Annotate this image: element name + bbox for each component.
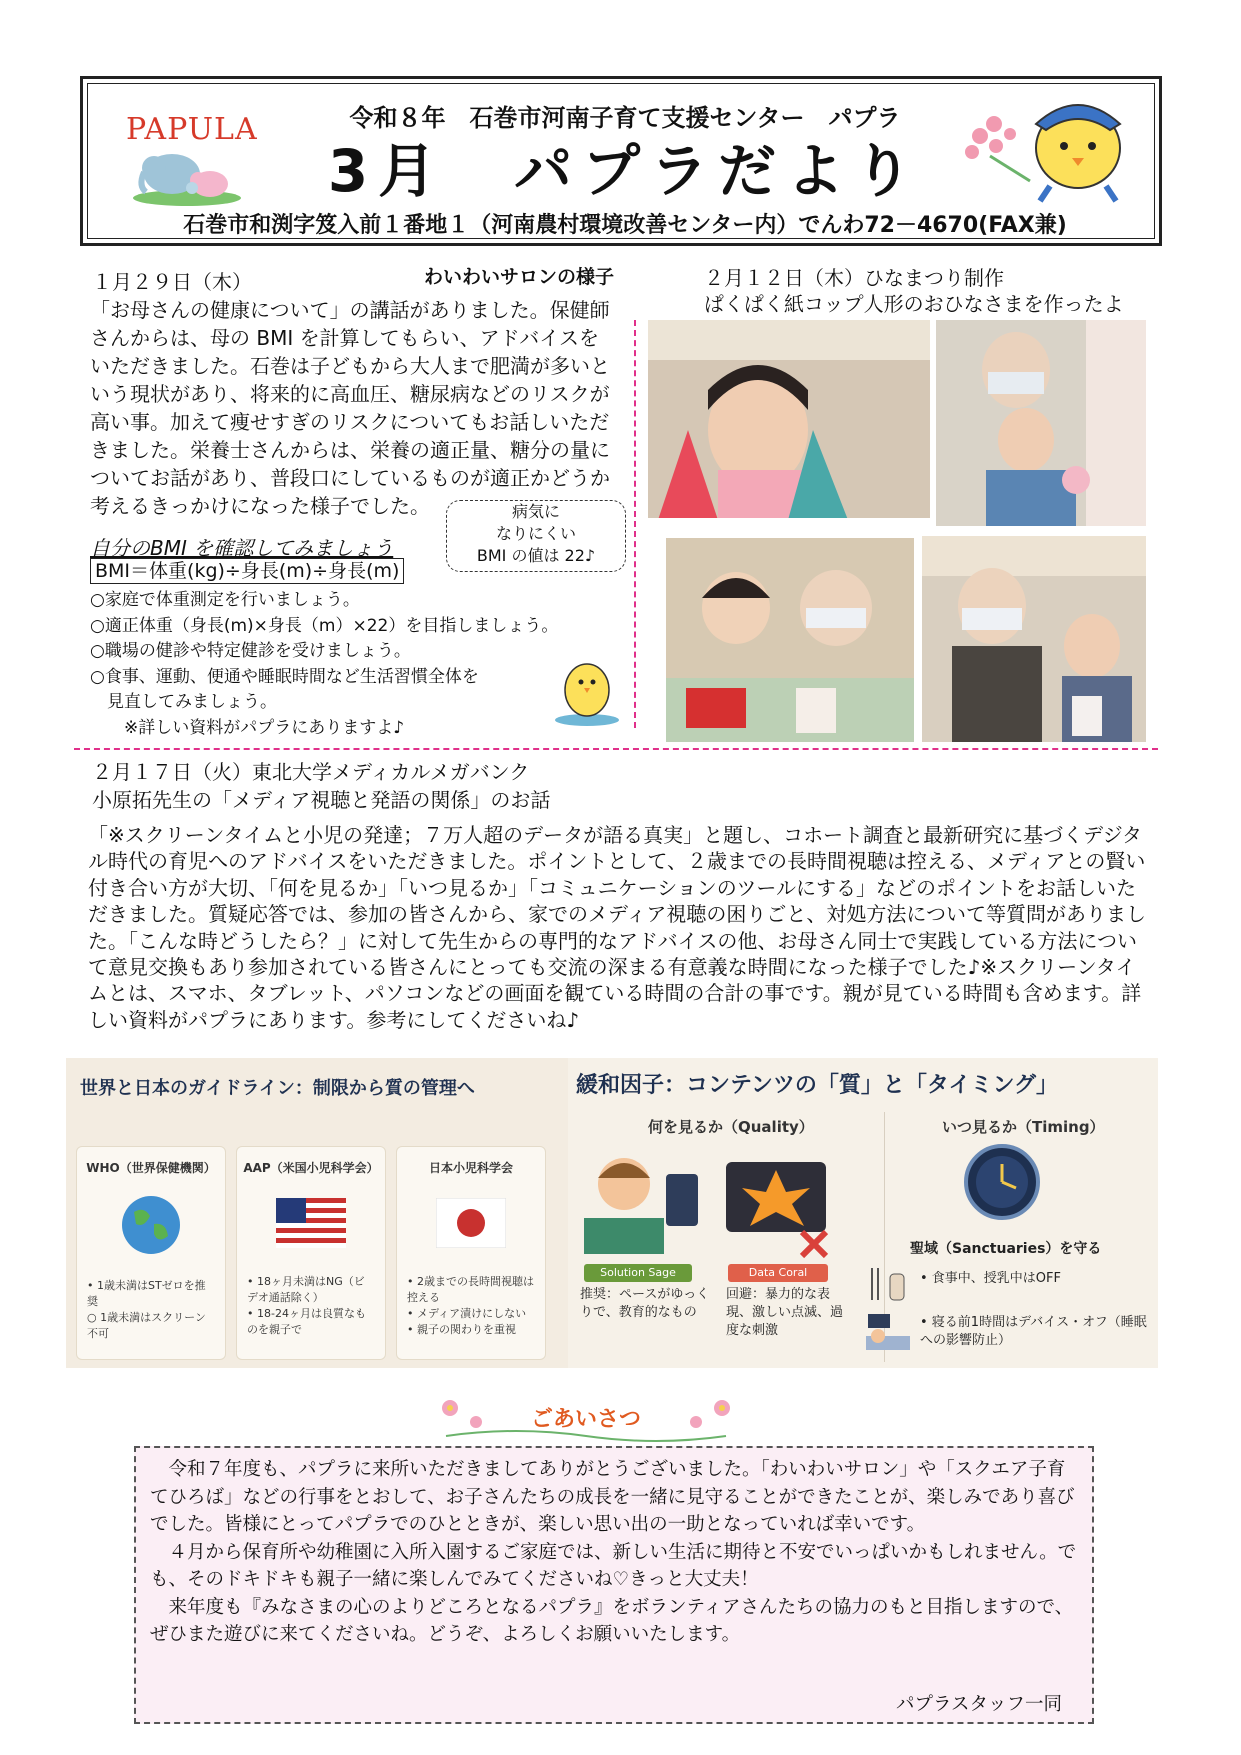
center-address: 石巻市和渕字笈入前１番地１（河南農村環境改善センター内）でんわ72－4670(FAX兼) <box>183 213 1067 238</box>
tip-item: ○家庭で体重測定を行いましょう。 <box>90 590 360 610</box>
child-reading-book-icon <box>574 1144 702 1262</box>
screen-time-infographic <box>66 1058 1158 1368</box>
bmi-tips <box>90 588 558 741</box>
bmi-speech-bubble <box>446 500 626 572</box>
factors-title: 緩和因子：コンテンツの「質」と「タイミング」 <box>576 1073 1059 1098</box>
card-item: • 18ヶ月未満はNG（ビデオ通話除く） <box>247 1275 365 1304</box>
card-name: AAP（米国小児科学会） <box>243 1161 379 1175</box>
tip-item: 見直してみましょう。 <box>90 692 277 712</box>
photo-toddler-crafting <box>666 538 914 742</box>
tip-item: ○適正体重（身長(m)×身長（m）×22）を目指しましょう。 <box>90 615 559 636</box>
chick-with-flowers-icon <box>950 86 1150 206</box>
data-coral-tag: Data Coral <box>728 1264 828 1282</box>
greeting-paragraph: 来年度も『みなさまの心のよりどころとなるパプラ』をボランティアさんたちの協力のもと目指しますので、ぜひまた遊びに来てくださいね。どうぞ、よろしくお願いいたします。 <box>150 1596 1074 1645</box>
bmi-heading: 自分のBMI を確認してみましょう <box>90 536 394 560</box>
media-speaker: 小原拓先生の「メディア視聴と発語の関係」のお話 <box>92 788 551 812</box>
greeting-signature: パプラスタッフ一同 <box>896 1694 1062 1715</box>
papula-logo-text: PAPULA <box>126 112 258 147</box>
card-name: 日本小児科学会 <box>428 1161 513 1175</box>
who-card <box>76 1146 226 1360</box>
section-divider <box>74 748 1158 750</box>
greeting-paragraph: 令和７年度も、パプラに来所いただきましてありがとうございました。「わいわいサロン」や「スクエア子育てひろば」などの行事をとおして、お子さんたちの成長を一緒に見守ることができたことが、楽しみであり喜びでした。皆様にとってパプラでのひとときが、楽しい思い出の一助となっていれば幸いです。 <box>150 1459 1075 1535</box>
newsletter-subtitle: 令和８年 石巻市河南子育て支援センター パプラ <box>349 104 901 132</box>
card-item: • メディア漬けにしない <box>407 1307 527 1320</box>
solution-sage-tag: Solution Sage <box>584 1264 692 1282</box>
salon-body: 「お母さんの健康について」の講話がありました。保健師さんからは、母の BMI を計算してもらい、アドバイスをいただきました。石巻は子どもから大人まで肥満が多いという現状があり、将来的に高血圧、糖尿病などのリスクが高い事。加えて痩せすぎのリスクについてもお話しいただきました。栄養士さんからは、栄養の適正量、糖分の量についてお話があり、普段口にしているものが適正かどうか考えるきっかけになった様子でした。 <box>90 298 610 518</box>
bmi-formula: BMI＝体重(kg)÷身長(m)÷身長(m) <box>90 558 404 584</box>
chick-reading-icon <box>552 648 622 728</box>
sage-recommendation: 推奨：ペースがゆっくりで、教育的なもの <box>580 1287 710 1320</box>
bubble-line: なりにくい <box>495 524 576 543</box>
photo-boy-making-doll <box>922 536 1146 742</box>
photo-girl-with-dolls <box>648 320 930 518</box>
bubble-line: 病気に <box>511 502 560 521</box>
sanctuary-heading: 聖域（Sanctuaries）を守る <box>910 1241 1102 1257</box>
guideline-title: 世界と日本のガイドライン：制限から質の管理へ <box>80 1078 475 1099</box>
greeting-box <box>134 1446 1094 1724</box>
coral-avoid: 回避：暴力的な表現、激しい点滅、過度な刺激 <box>726 1287 844 1338</box>
card-item: • 1歳未満はSTゼロを推奨 <box>87 1279 206 1308</box>
sanctuary-item: • 寝る前1時間はデバイス・オフ（睡眠への影響防止） <box>920 1315 1147 1348</box>
sanctuary-item: • 食事中、授乳中はOFF <box>920 1271 1061 1286</box>
greeting-title: ごあいさつ <box>530 1407 641 1432</box>
card-item: ○ 1歳未満はスクリーン不可 <box>87 1311 206 1340</box>
section-divider <box>634 320 636 728</box>
greeting-title-banner <box>436 1392 736 1444</box>
jps-card <box>396 1146 546 1360</box>
moderating-factors-panel <box>568 1058 1158 1368</box>
greeting-body <box>150 1456 1080 1649</box>
hina-description: ぱくぱく紙コップ人形のおひなさまを作ったよ <box>704 292 1124 316</box>
greeting-paragraph: ４月から保育所や幼稚園に入所入園するご家庭では、新しい生活に期待と不安でいっぱいかもしれません。でも、そのドキドキも親子一緒に楽しんでみてくださいね♡きっと大丈夫！ <box>150 1541 1077 1590</box>
card-item: • 18-24ヶ月は良質なものを親子で <box>247 1307 366 1336</box>
salon-heading: わいわいサロンの様子 <box>424 266 615 288</box>
hina-date: ２月１２日（木）ひなまつり制作 <box>704 266 1004 290</box>
salon-date: １月２９日（木） <box>92 270 252 294</box>
aap-card <box>236 1146 386 1360</box>
card-item: • 親子の関わりを重視 <box>407 1323 516 1336</box>
bubble-line: BMI の値は 22♪ <box>476 546 596 565</box>
card-name: WHO（世界保健機関） <box>86 1161 216 1175</box>
photo-boy-with-mother <box>936 320 1146 526</box>
japan-flag-icon <box>436 1198 506 1248</box>
card-item: • 2歳までの長時間視聴は控える <box>407 1275 534 1304</box>
us-flag-icon <box>276 1198 346 1248</box>
violent-content-icon <box>716 1142 836 1262</box>
timing-label: いつ見るか（Timing） <box>942 1118 1105 1136</box>
tip-item: ○職場の健診や特定健診を受けましょう。 <box>90 641 411 661</box>
utensils-bottle-icon <box>866 1264 912 1304</box>
clock-icon <box>962 1142 1042 1222</box>
quality-label: 何を見るか（Quality） <box>648 1118 814 1136</box>
newsletter-title: 3月 パプラだより <box>327 137 923 205</box>
media-date: ２月１７日（火）東北大学メディカルメガバンク <box>92 760 530 784</box>
tip-item: ※詳しい資料がパプラにありますよ♪ <box>90 717 405 738</box>
globe-icon <box>120 1194 182 1256</box>
sleeping-child-icon <box>864 1310 912 1354</box>
newsletter-header <box>80 76 1162 246</box>
tip-item: ○食事、運動、便通や睡眠時間など生活習慣全体を <box>90 666 479 687</box>
media-body: 「※スクリーンタイムと小児の発達；７万人超のデータが語る真実」と題し、コホート調査と最新研究に基づくデジタル時代の育児へのアドバイスをいただきました。ポイントとして、２歳までの長時間視聴は控える、メディアとの賢い付き合い方が大切、「何を見るか」「いつ見るか」「コミュニケーションのツールにする」などのポイントをお話しいただきました。質疑応答では、参加の皆さんから、家でのメディア視聴の困りごと、対処方法について等質問がありました。「こんな時どうしたら？」に対して先生からの専門的なアドバイスの他、お母さん同士で実践している方法について意見交換もあり参加されている皆さんにとっても交流の深まる有意義な時間になった様子でした♪※スクリーンタイムとは、スマホ、タブレット、パソコンなどの画面を観ている時間の合計の事です。親が見ている時間も含めます。詳しい資料がパプラにあります。参考にしてくださいね♪ <box>88 823 1146 1032</box>
